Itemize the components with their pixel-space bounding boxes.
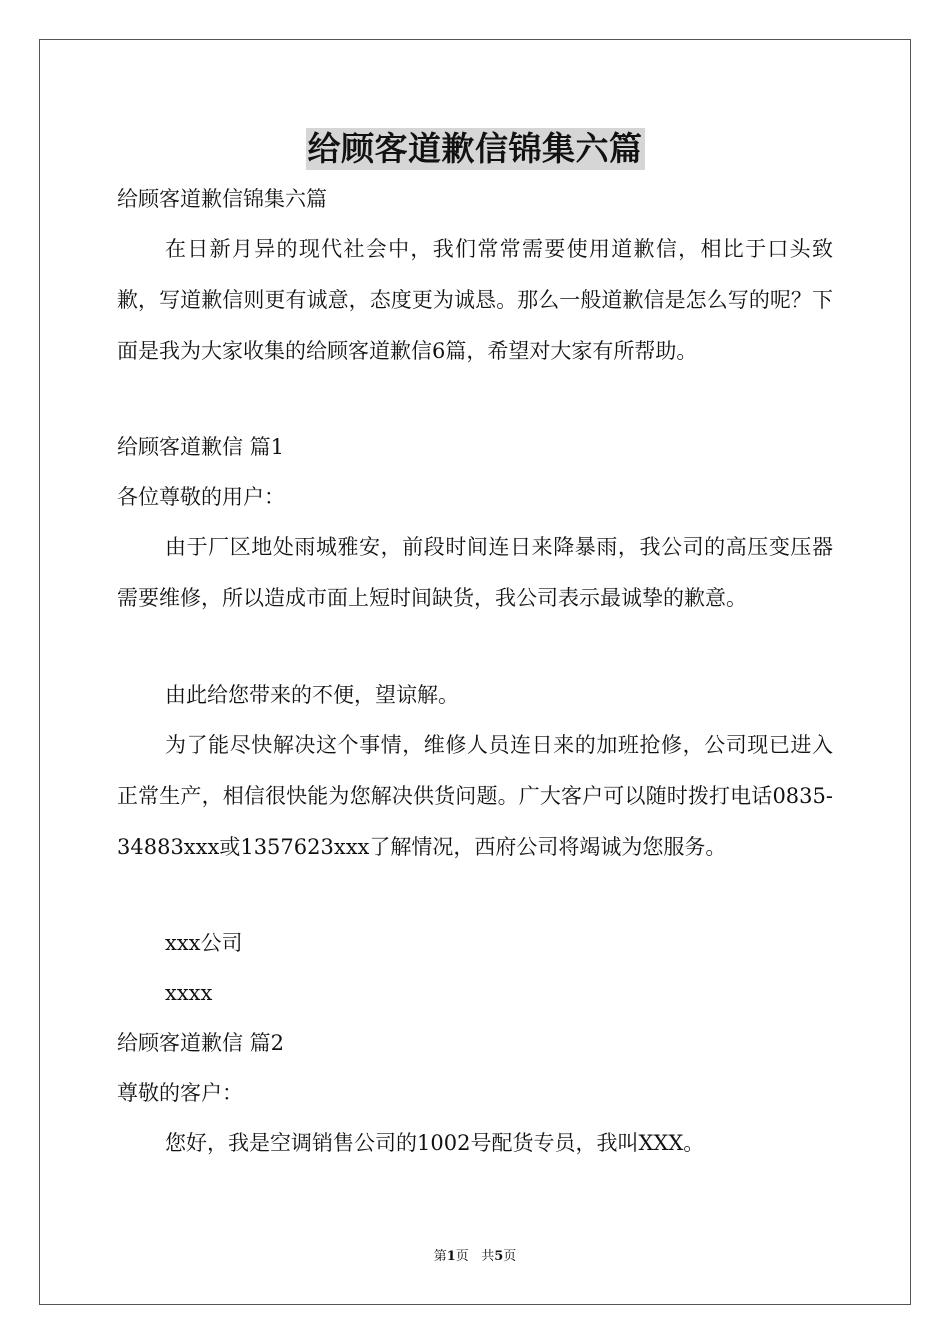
paragraph-body-3: 您好，我是空调销售公司的1002号配货专员，我叫XXX。 <box>165 1131 705 1155</box>
footer-page-prefix: 第 <box>433 1249 447 1264</box>
footer-total-suffix: 页 <box>503 1249 517 1264</box>
section-heading-2: 给顾客道歉信 篇2 <box>117 1031 285 1055</box>
signature-date: xxxx <box>165 981 213 1005</box>
paragraph-subtitle: 给顾客道歉信锦集六篇 <box>117 187 327 211</box>
footer-total-prefix: 共 <box>481 1249 495 1264</box>
footer-page-suffix: 页 <box>455 1249 469 1264</box>
paragraph-body-2: 为了能尽快解决这个事情，维修人员连日来的加班抢修，公司现已进入正常生产，相信很快能为您解决供货问题。广大客户可以随时拨打电话0835-34883xxx或1357623xxx了解情况，西府公司将竭诚为您服务。 <box>117 733 833 859</box>
title-container <box>0 128 950 170</box>
footer-page-number: 1 <box>446 1249 456 1264</box>
paragraph-intro: 在日新月异的现代社会中，我们常常需要使用道歉信，相比于口头致歉，写道歉信则更有诚意，态度更为诚恳。那么一般道歉信是怎么写的呢？下面是我为大家收集的给顾客道歉信6篇，希望对大家有所帮助。 <box>117 237 833 363</box>
signature-company: xxx公司 <box>165 931 243 955</box>
salutation-1: 各位尊敬的用户： <box>117 485 285 509</box>
document-title: 给顾客道歉信锦集六篇 <box>307 129 643 168</box>
paragraph-apology: 由此给您带来的不便，望谅解。 <box>165 683 459 707</box>
footer-total-pages: 5 <box>494 1249 504 1264</box>
paragraph-body-1: 由于厂区地处雨城雅安，前段时间连日来降暴雨，我公司的高压变压器需要维修，所以造成市面上短时间缺货，我公司表示最诚挚的歉意。 <box>117 535 833 610</box>
page-footer <box>0 1248 950 1266</box>
section-heading-1: 给顾客道歉信 篇1 <box>117 435 285 459</box>
salutation-2: 尊敬的客户： <box>117 1081 243 1105</box>
